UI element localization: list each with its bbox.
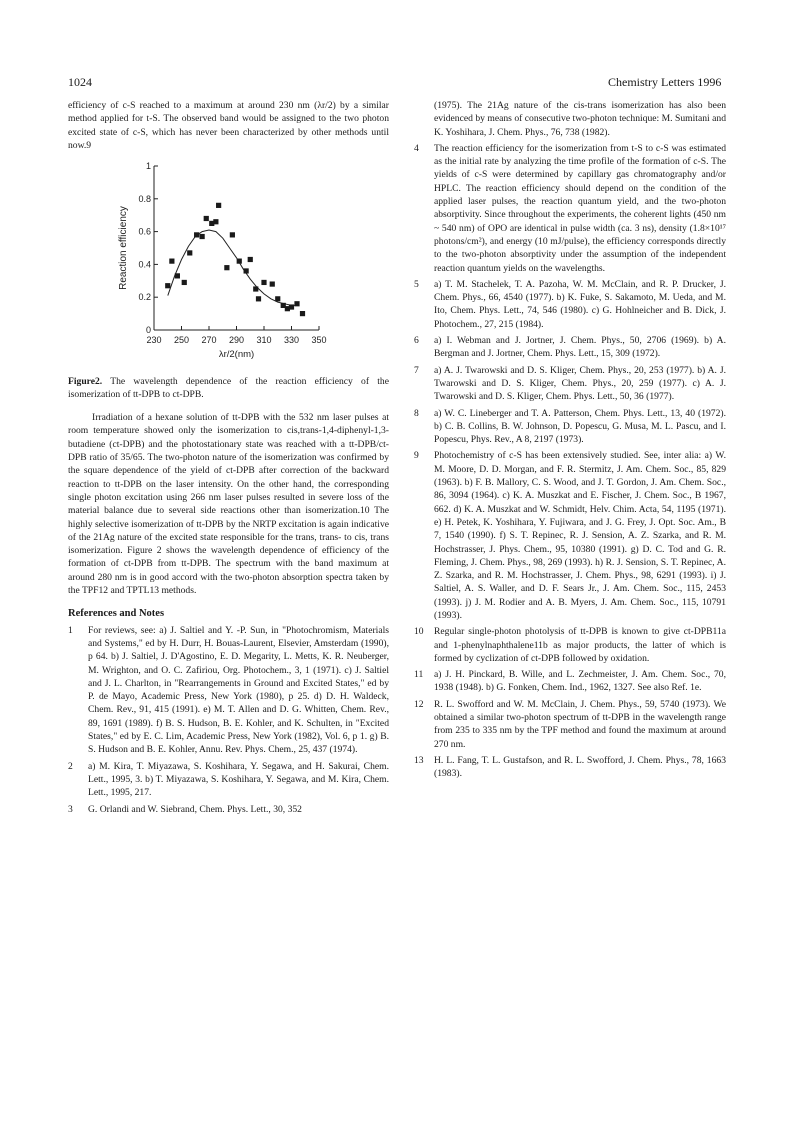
reference-item xyxy=(414,754,726,781)
figure-label: Figure2. xyxy=(68,376,103,388)
reference-text: a) A. J. Twarowski and D. S. Kliger, Chem. Phys., 20, 253 (1977). b) A. J. Twarowski and D. S. Kliger, Chem. Phys., 20, 259 (1977). c) A. J. Twarowski and D. S. Kliger, Chem. Phys. Lett., 50, 36 (1977). xyxy=(434,364,726,403)
reference-text: a) T. M. Stachelek, T. A. Pazoha, W. M. McClain, and R. P. Drucker, J. Chem. Phys., 66, 4540 (1977). b) K. Fuke, S. Sakamoto, M. Ueda, and M. Ito, Chem. Phys. Lett., 74, 546 (1980). c) G. Hohlneicher and B. Dick, J. Photochem., 27, 215 (1984). xyxy=(434,278,726,330)
reference-text: H. L. Fang, T. L. Gustafson, and R. L. Swofford, J. Chem. Phys., 78, 1663 (1983). xyxy=(434,754,726,780)
x-tick-label: 270 xyxy=(201,335,217,346)
reference-text: a) M. Kira, T. Miyazawa, S. Koshihara, Y. Segawa, and H. Sakurai, Chem. Lett., 1995, 3. b) T. Miyazawa, S. Koshihara, Y. Segawa, and M. Kira, Chem. Lett., 1995, 217. xyxy=(88,760,389,799)
reference-number: 5 xyxy=(414,278,419,290)
reference-number: 4 xyxy=(414,142,419,154)
reference-item xyxy=(414,278,726,331)
caption-text: The wavelength dependence of the reaction efficiency of the isomerization of tt-DPB to ct-DPB. xyxy=(68,376,389,400)
reference-number: 11 xyxy=(414,669,424,681)
data-point xyxy=(187,251,192,256)
reference-number: 2 xyxy=(68,760,73,772)
reference-text: Photochemistry of c-S has been extensively studied. See, inter alia: a) W. M. Moore, D. D. Morgan, and F. R. Stermitz, J. Am. Chem. Soc., 85, 829 (1963). b) F. B. Mallory, C. S. Wood, and J. T. Gordon, J. Am. Chem. Soc., 86, 3094 (1964). c) K. A. Muszkat and E. Fischer, J. Chem. Soc., B 1967, 662. d) K. A. Muszkat and W. Schmidt, Helv. Chim. Acta, 54, 1195 (1971). e) H. Petek, K. Yoshihara, Y. Fujiwara, and J. G. Frey, J. Opt. Soc. Am., B 7, 1540 (1990). f) S. T. Repinec, R. J. Sension, A. Z. Szarka, and R. M. Hochstrasser, J. Phys. Chem., 95, 10380 (1991). g) D. C. Tod and G. R. Fleming, J. Chem. Phys., 98, 269 (1993). h) R. J. Sension, S. T. Repinec, A. Z. Szarka, and R. M. Hochstrasser, J. Chem. Phys., 98, 6291 (1993). i) J. Saltiel, A. S. Waller, and D. F. Sears Jr., J. Am. Chem. Soc., 115, 2453 (1993). j) J. M. Rodier and A. B. Myers, J. Am. Chem. Soc., 115, 10791 (1993). xyxy=(434,450,726,621)
x-tick-label: 290 xyxy=(228,335,245,346)
figure-caption xyxy=(68,376,389,401)
data-point xyxy=(165,283,170,288)
journal-header: Chemistry Letters 1996 xyxy=(608,75,722,89)
reaction-efficiency-chart xyxy=(68,158,389,368)
references-list-right xyxy=(414,142,726,781)
x-tick-label: 230 xyxy=(146,335,162,346)
reference-text: a) W. C. Lineberger and T. A. Patterson, Chem. Phys. Lett., 13, 40 (1972). b) C. B. Collins, B. W. Johnson, D. Popescu, G. Musa, M. L. Pascu, and I. Popescu, Phys. Rev., A 8, 2197 (1973). xyxy=(434,407,726,446)
y-tick-label: 1 xyxy=(145,161,151,172)
y-tick-label: 0.4 xyxy=(138,259,151,270)
left-column xyxy=(68,99,389,816)
y-axis-label: Reaction efficiency xyxy=(118,206,129,291)
data-point xyxy=(169,259,174,264)
data-point xyxy=(230,232,235,237)
x-axis-label: λr/2(nm) xyxy=(218,349,255,361)
data-point xyxy=(261,280,266,285)
x-tick-label: 350 xyxy=(311,335,327,346)
reference-number: 1 xyxy=(68,624,73,636)
x-tick-label: 310 xyxy=(256,335,272,346)
data-point xyxy=(204,216,209,221)
reference-number: 8 xyxy=(414,407,419,419)
data-point xyxy=(270,282,275,287)
data-point xyxy=(253,287,258,292)
y-tick-label: 0.6 xyxy=(138,226,151,237)
reference-item xyxy=(414,449,726,622)
reference-item xyxy=(414,668,726,695)
y-tick-label: 0.2 xyxy=(138,292,151,303)
y-tick-label: 0 xyxy=(145,325,151,336)
data-point xyxy=(294,301,299,306)
fit-curve xyxy=(168,230,299,305)
references-list-left xyxy=(68,624,389,816)
reference-text: G. Orlandi and W. Siebrand, Chem. Phys. Lett., 30, 352 xyxy=(88,803,302,815)
reference-text: R. L. Swofford and W. M. McClain, J. Chem. Phys., 59, 5740 (1973). We obtained a similar two-photon spectrum of tt-DPB in the wavelength range from 235 to 335 nm by the TPF method and found the maximum at around 270 nm. xyxy=(434,698,726,750)
reference-item xyxy=(414,364,726,404)
reference-item xyxy=(414,698,726,751)
reference-number: 12 xyxy=(414,698,424,710)
data-point xyxy=(216,203,221,208)
x-tick-label: 250 xyxy=(173,335,190,346)
x-tick-label: 330 xyxy=(283,335,300,346)
reference-item xyxy=(68,803,389,816)
data-point xyxy=(224,265,229,270)
paragraph-main: Irradiation of a hexane solution of tt-DPB with the 532 nm laser pulses at room temperature showed only the isomerization to cis,trans-1,4-diphenyl-1,3-butadiene (ct-DPB) and the photostationary state was reached with a tt-DPB/ct-DPB ratio of 35/65. The two-photon nature of the isomerization was confirmed by the square dependence of the yield of ct-DPB after correction of the backward reaction to tt-DPB on the laser intensity. On the other hand, the corresponding single photon excitation using 266 nm laser pulses resulted in severe loss of the material balance due to several side reactions other than isomerization.10 The highly selective isomerization of tt-DPB by the NRTP excitation is again indicative of the 21Ag nature of the excited state responsible for the trans, trans- to cis, trans isomerization. Figure 2 shows the wavelength dependence of efficiency of the formation of ct-DPB from tt-DPB. The spectrum with the band maximum at around 280 nm is in good accord with the two-photon absorption spectra taken by the TPF12 and TPTL13 methods. xyxy=(68,412,389,597)
data-point xyxy=(175,273,180,278)
reference-item xyxy=(68,624,389,757)
reference-text: For reviews, see: a) J. Saltiel and Y. -P. Sun, in "Photochromism, Materials and Systems," ed by H. Durr, H. Bouas-Laurent, Elsevier, Amsterdam (1990), p 64. b) J. Saltiel, J. D'Agostino, E. D. Megarity, L. Metts, K. R. Neuberger, M. Wrighton, and O. C. Zafiriou, Org. Photochem., 3, 1 (1971). c) J. Saltiel and J. L. Charlton, in "Rearrangements in Ground and Excited States," ed by P. de Mayo, Academic Press, New York (1980), p 25. d) D. H. Waldeck, Chem. Rev., 91, 415 (1991). e) M. T. Allen and D. G. Whitten, Chem. Rev., 89, 1691 (1989). f) B. S. Hudson, B. E. Kohler, and K. Schulten, in "Excited States," ed by E. C. Lim, Academic Press, New York (1982), Vol. 6, p 1. g) B. S. Hudson and B. E. Kohler, Annu. Rev. Phys. Chem., 25, 437 (1974). xyxy=(88,624,389,756)
reference-number: 13 xyxy=(414,754,424,766)
reference-text: a) J. H. Pinckard, B. Wille, and L. Zechmeister, J. Am. Chem. Soc., 70, 1938 (1948). b) G. Fonken, Chem. Ind., 1962, 1327. See also Ref. 1e. xyxy=(434,669,726,694)
reference-item xyxy=(414,334,726,361)
data-point xyxy=(275,296,280,301)
data-point xyxy=(194,232,199,237)
data-point xyxy=(300,311,305,316)
reference-text: Regular single-photon photolysis of tt-DPB is known to give ct-DPB11a and 1-phenylnaphthalene11b as major products, the latter of which is formed by cyclization of ct-DPB followed by oxidation. xyxy=(434,626,726,664)
data-point xyxy=(200,234,205,239)
references-heading: References and Notes xyxy=(68,608,165,620)
data-point xyxy=(213,219,218,224)
paragraph-continued: efficiency of c-S reached to a maximum at around 230 nm (λr/2) by a similar method applied for t-S. The observed band would be assigned to the two photon excited state of c-S, which has never been characterized by other methods until now.9 xyxy=(68,100,389,151)
y-tick-label: 0.8 xyxy=(138,193,151,204)
reference-item xyxy=(414,625,726,665)
reference-number: 7 xyxy=(414,364,419,376)
data-point xyxy=(289,305,294,310)
reference-continued: (1975). The 21Ag nature of the cis-trans isomerization has also been evidenced by means of consecutive two-photon technique: M. Sumitani and K. Yoshihara, J. Chem. Phys., 76, 738 (1982). xyxy=(434,100,726,138)
reference-number: 6 xyxy=(414,335,419,347)
reference-text: a) I. Webman and J. Jortner, J. Chem. Phys., 50, 2706 (1969). b) A. Bergman and J. Jortner, Chem. Phys. Lett., 15, 309 (1972). xyxy=(434,335,726,360)
reference-number: 3 xyxy=(68,803,73,815)
data-point xyxy=(237,259,242,264)
reference-item xyxy=(68,760,389,800)
data-point xyxy=(182,280,187,285)
page-number: 1024 xyxy=(68,75,92,89)
reference-number: 10 xyxy=(414,626,424,638)
right-column xyxy=(414,99,726,781)
reference-item xyxy=(414,407,726,447)
reference-number: 9 xyxy=(414,450,419,462)
data-point xyxy=(244,269,249,274)
reference-item xyxy=(414,142,726,275)
data-point xyxy=(256,296,261,301)
data-point xyxy=(248,257,253,262)
reference-text: The reaction efficiency for the isomerization from t-S to c-S was estimated as the initial rate by analyzing the time profile of the formation of c-S. The yields of c-S were determined by capillary gas chromatography and/or HPLC. The reaction efficiency should depend on the condition of the applied laser pulses, the reaction quantum yield, and the two-photon absorptivity. Since throughout the experiments, the coherent lights (450 nm ~ 540 nm) of OPO are identical in pulse width (ca. 3 ns), density (1.8×10¹⁷ photons/cm²), and energy (10 mJ/pulse), the efficiency corresponds directly to the two-photon absorptivity under the assumption of the independent reaction quantum yields on the wavelengths. xyxy=(434,142,726,274)
